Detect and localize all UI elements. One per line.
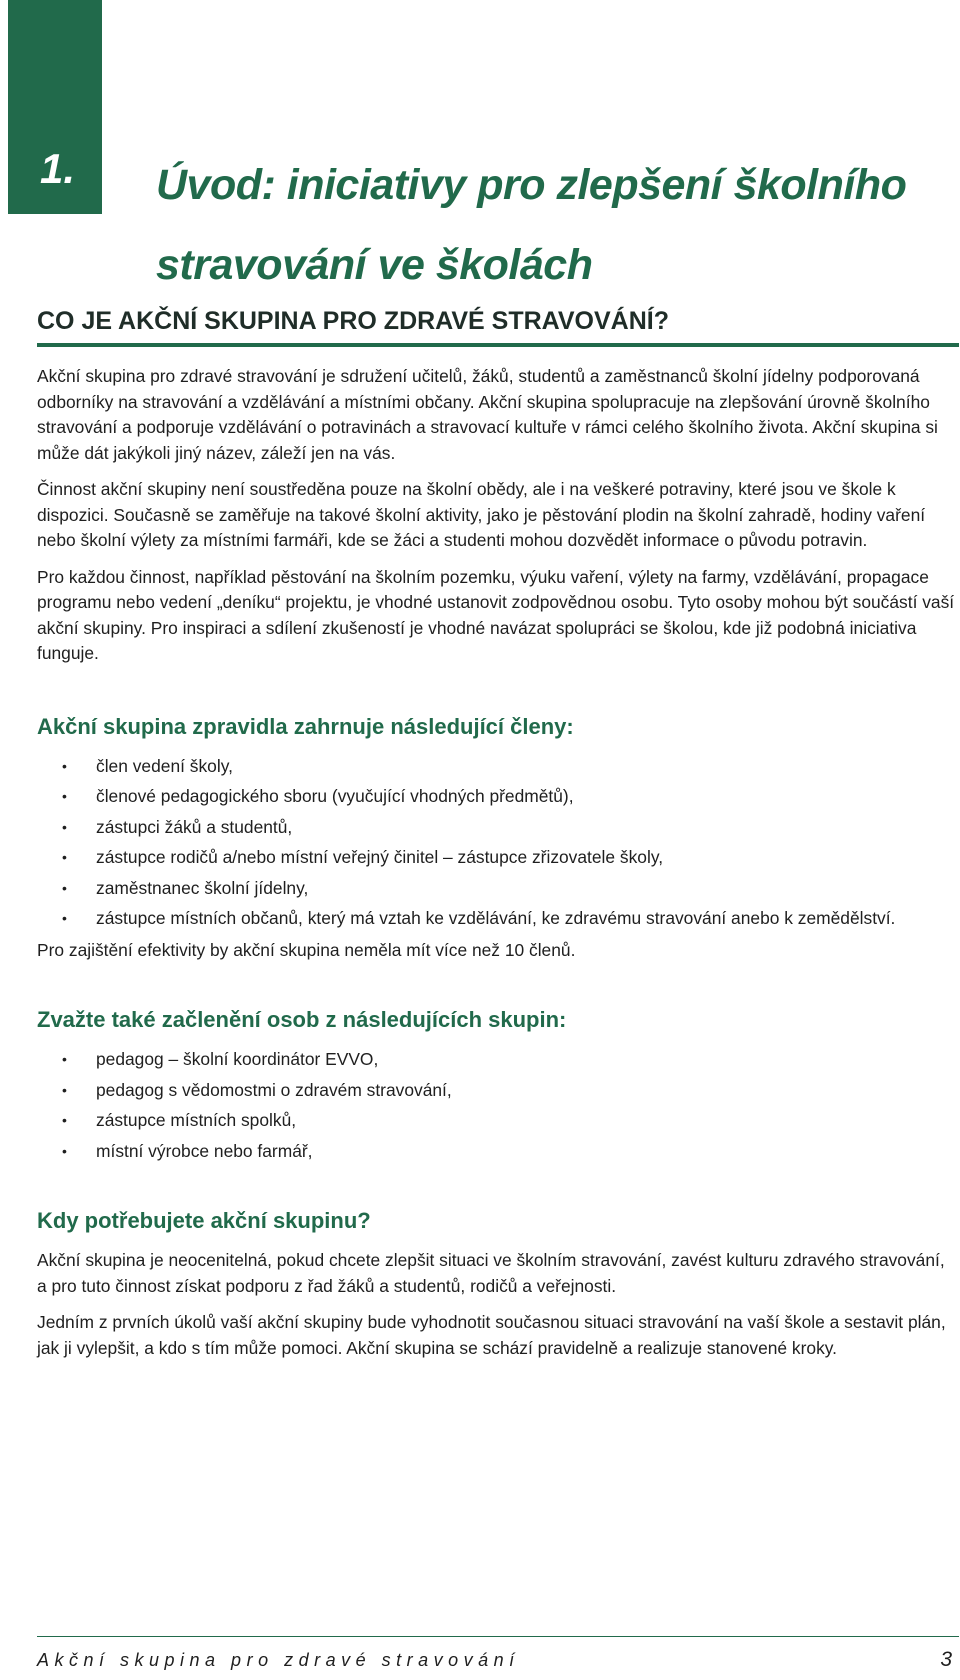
- chapter-number: 1.: [40, 145, 76, 192]
- bullet-icon: •: [62, 849, 67, 865]
- bullet-icon: •: [62, 788, 67, 804]
- when-paragraph-2: Jedním z prvních úkolů vaší akční skupiny bude vyhodnotit současnou situaci stravování na vaší škole a sestavit plán, jak ji vylepšit, a kdo s tím může pomoci. Akční skupina se schází pravidelně a realizuje stanovené kroky.: [37, 1312, 946, 1358]
- main-content: [37, 364, 955, 1372]
- list-item-text: místní výrobce nebo farmář,: [96, 1140, 313, 1161]
- bullet-icon: •: [62, 879, 67, 896]
- consider-heading: Zvažte také začlenění osob z následujících skupin:: [37, 1007, 567, 1032]
- list-item-text: zástupci žáků a studentů,: [96, 816, 293, 837]
- bullet-icon: •: [62, 757, 67, 774]
- bullet-icon: •: [62, 1051, 67, 1067]
- intro-paragraph-3: Pro každou činnost, například pěstování na školním pozemku, výuku vaření, výlety na farmy, vzdělávání, propagace programu nebo vedení „deníku“ projektu, je vhodné ustanovit zodpovědnou osobu. Tyto osoby mohou být součástí vaší akční skupiny. Pro inspiraci a sdílení zkušeností je vhodné navázat spolupráci se školou, kde již podobná iniciativa funguje.: [37, 566, 955, 663]
- list-item-text: zaměstnanec školní jídelny,: [96, 877, 309, 898]
- bullet-icon: •: [62, 1081, 67, 1098]
- list-item-text: zástupce místních spolků,: [96, 1110, 297, 1130]
- list-item: [37, 784, 896, 810]
- members-list: [37, 754, 955, 932]
- members-heading: Akční skupina zpravidla zahrnuje následující členy:: [37, 713, 574, 739]
- list-item: [37, 845, 896, 871]
- list-item-text: členové pedagogického sboru (vyučující vhodných předmětů),: [96, 786, 574, 806]
- list-item-text: pedagog – školní koordinátor EVVO,: [96, 1049, 379, 1069]
- when-heading: Kdy potřebujete akční skupinu?: [37, 1208, 371, 1233]
- list-item: [37, 815, 896, 841]
- list-item: [37, 906, 896, 932]
- intro-paragraph-2: Činnost akční skupiny není soustředěna pouze na školní obědy, ale i na veškeré potraviny, které jsou ve škole k dispozici. Současně se zaměřuje na takové školní aktivity, jako je pěstování plodin na školní zahradě, hodiny vaření nebo školní výlety za místními farmáři, kde se žáci a studenti mohou dozvědět informace o původu potravin.: [37, 479, 926, 550]
- list-item-text: zástupce místních občanů, který má vztah ke vzdělávání, ke zdravému stravování anebo k zemědělství.: [96, 908, 896, 928]
- members-note: Pro zajištění efektivity by akční skupina neměla mít více než 10 členů.: [37, 939, 576, 960]
- consider-list: [37, 1047, 955, 1164]
- list-item-text: člen vedení školy,: [96, 755, 233, 776]
- list-item: [37, 1139, 896, 1165]
- page-number: 3: [940, 1648, 952, 1671]
- bullet-icon: •: [62, 910, 67, 926]
- list-item: [37, 876, 896, 902]
- list-item: [37, 1108, 896, 1134]
- list-item-text: zástupce rodičů a/nebo místní veřejný činitel – zástupce zřizovatele školy,: [96, 847, 664, 867]
- list-item: [37, 1078, 896, 1104]
- chapter-title-line2: stravování ve školách: [156, 241, 593, 289]
- bullet-icon: •: [62, 818, 67, 835]
- list-item-text: pedagog s vědomostmi o zdravém stravování,: [96, 1079, 452, 1100]
- footer-rule: [37, 1636, 959, 1637]
- bullet-icon: •: [62, 1142, 67, 1159]
- when-paragraph-1: Akční skupina je neocenitelná, pokud chcete zlepšit situaci ve školním stravování, zavést kulturu zdravého stravování, a pro tuto činnost získat podporu z řad žáků a studentů, rodičů a veřejnosti.: [37, 1250, 945, 1296]
- bullet-icon: •: [62, 1112, 67, 1128]
- list-item: [37, 754, 896, 780]
- chapter-title-line1: Úvod: iniciativy pro zlepšení školního: [156, 161, 907, 209]
- section-rule: [37, 343, 959, 347]
- intro-paragraph-1: Akční skupina pro zdravé stravování je sdružení učitelů, žáků, studentů a zaměstnanců školní jídelny podporovaná odborníky na stravování a vzdělávání a místními občany. Akční skupina spolupracuje na zlepšování úrovně školního stravování a podporuje vzdělávání o potravinách a stravovací kultuře v rámci celého školního života. Akční skupina si může dát jakýkoli jiný název, záleží jen na vás.: [37, 366, 938, 463]
- list-item: [37, 1047, 896, 1073]
- section-heading: CO JE AKČNÍ SKUPINA PRO ZDRAVÉ STRAVOVÁNÍ?: [37, 307, 669, 335]
- chapter-title: [156, 145, 946, 305]
- footer-title: Akční skupina pro zdravé stravování: [37, 1650, 520, 1670]
